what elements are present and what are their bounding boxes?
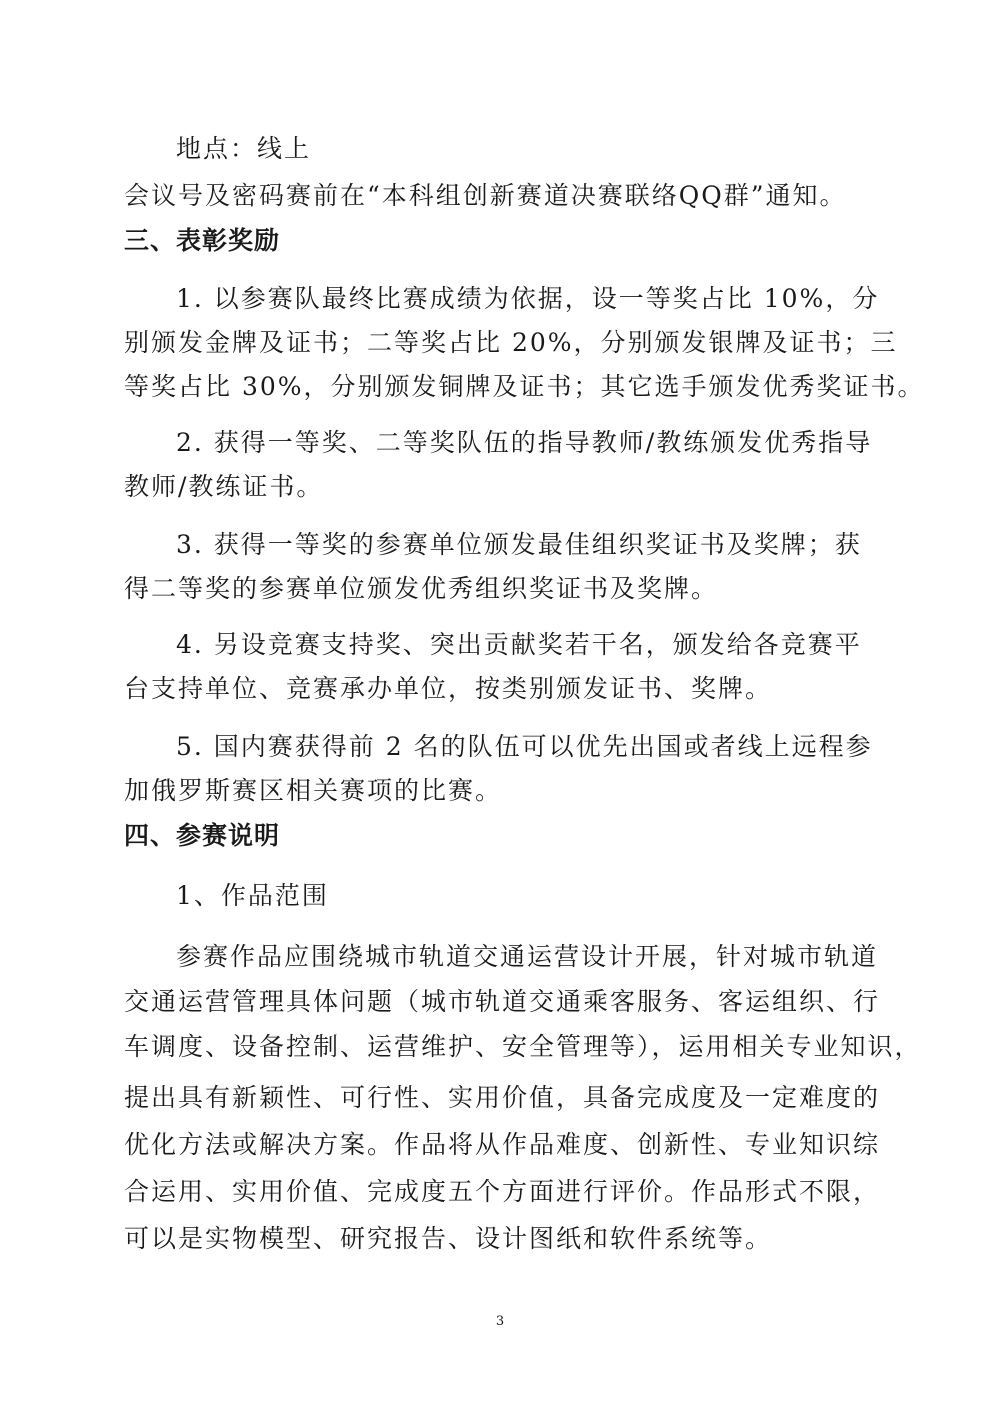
award-item-4-line-2: 台支持单位、竞赛承办单位，按类别颁发证书、奖牌。 xyxy=(124,674,773,703)
scope-line-1: 参赛作品应围绕城市轨道交通运营设计开展，针对城市轨道 xyxy=(176,942,879,971)
scope-line-5: 优化方法或解决方案。作品将从作品难度、创新性、专业知识综 xyxy=(124,1130,881,1159)
page-number: 3 xyxy=(495,1314,505,1329)
location-line: 地点：线上 xyxy=(176,134,312,163)
award-item-2-line-1: 2. 获得一等奖、二等奖队伍的指导教师/教练颁发优秀指导 xyxy=(176,428,873,457)
award-item-1-line-1: 1. 以参赛队最终比赛成绩为依据，设一等奖占比 10%，分 xyxy=(176,284,880,313)
award-item-1-line-3: 等奖占比 30%，分别颁发铜牌及证书；其它选手颁发优秀奖证书。 xyxy=(124,372,925,401)
section-3-heading: 三、表彰奖励 xyxy=(124,226,281,255)
award-item-5-line-1: 5. 国内赛获得前 2 名的队伍可以优先出国或者线上远程参 xyxy=(176,732,873,761)
scope-line-4: 提出具有新颖性、可行性、实用价值，具备完成度及一定难度的 xyxy=(124,1083,881,1112)
section-4-heading: 四、参赛说明 xyxy=(124,821,281,850)
scope-line-3: 车调度、设备控制、运营维护、安全管理等），运用相关专业知识， xyxy=(124,1032,922,1061)
award-item-4-line-1: 4. 另设竞赛支持奖、突出贡献奖若干名，颁发给各竞赛平 xyxy=(176,630,862,659)
award-item-2-line-2: 教师/教练证书。 xyxy=(124,472,324,501)
scope-line-6: 合运用、实用价值、完成度五个方面进行评价。作品形式不限， xyxy=(124,1177,881,1206)
scope-line-2: 交通运营管理具体问题（城市轨道交通乘客服务、客运组织、行 xyxy=(124,987,881,1016)
award-item-3-line-2: 得二等奖的参赛单位颁发优秀组织奖证书及奖牌。 xyxy=(124,574,719,603)
meeting-note: 会议号及密码赛前在“本科组创新赛道决赛联络QQ群”通知。 xyxy=(124,181,847,210)
section-4-subheading: 1、作品范围 xyxy=(176,881,329,910)
award-item-1-line-2: 别颁发金牌及证书；二等奖占比 20%，分别颁发银牌及证书；三 xyxy=(124,328,898,357)
award-item-3-line-1: 3. 获得一等奖的参赛单位颁发最佳组织奖证书及奖牌；获 xyxy=(176,530,862,559)
award-item-5-line-2: 加俄罗斯赛区相关赛项的比赛。 xyxy=(124,776,503,805)
scope-line-7: 可以是实物模型、研究报告、设计图纸和软件系统等。 xyxy=(124,1224,773,1253)
